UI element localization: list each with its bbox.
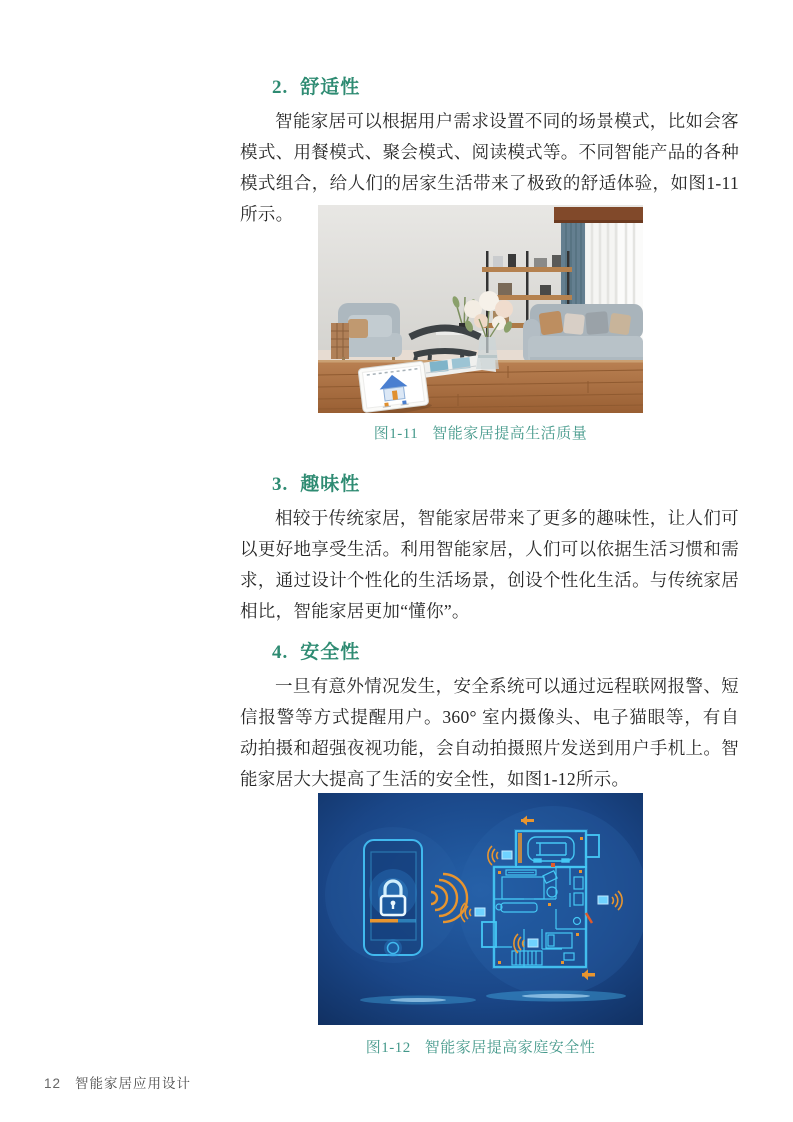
smart-security-illustration [318, 793, 643, 1025]
heading-title: 安全性 [300, 642, 361, 663]
figure-caption-text: 智能家居提高生活质量 [432, 426, 588, 442]
garage-door-strip [518, 833, 522, 863]
progress-bar [370, 919, 398, 923]
main-rooms [494, 867, 586, 967]
home-button [388, 943, 399, 954]
page-footer [44, 1072, 191, 1092]
heading-number: 2. [272, 77, 289, 98]
right-annex [586, 835, 599, 857]
page-number: 12 [44, 1076, 62, 1091]
paragraph-safety: 一旦有意外情况发生，安全系统可以通过远程联网报警、短信报警等方式提醒用户。360° 室内摄像头、电子猫眼等，有自动拍摄和超强夜视功能，会自动拍摄照片发送到用户手机上。智能家居大大提高了生活的安全性，如图1-12所示。 [240, 676, 739, 789]
heading-title: 舒适性 [300, 77, 361, 98]
figure-caption-1-11 [318, 422, 643, 443]
figure-label: 图1-12 [365, 1040, 411, 1056]
figure-caption-text: 智能家居提高家庭安全性 [424, 1040, 596, 1056]
left-annex [482, 922, 496, 947]
section-heading-comfort [272, 72, 738, 99]
heading-title: 趣味性 [300, 474, 361, 495]
heading-number: 4. [272, 642, 289, 663]
section-heading-safety [272, 637, 738, 664]
smartphone [364, 840, 422, 957]
figure-caption-1-12 [318, 1036, 643, 1057]
living-room-illustration [318, 205, 643, 413]
book-title: 智能家居应用设计 [75, 1076, 192, 1091]
paragraph-fun: 相较于传统家居，智能家居带来了更多的趣味性，让人们可以更好地享受生活。利用智能家居，人们可以依据生活习惯和需求，通过设计个性化的生活场景，创设个性化生活。与传统家居相比，智能家居更加“懂你”。 [240, 508, 739, 621]
smart-tablet [355, 361, 432, 413]
section-heading-fun [272, 469, 738, 496]
figure-smart-security [318, 793, 643, 1025]
heading-number: 3. [272, 474, 289, 495]
figure-living-room-photo [318, 205, 643, 413]
paragraph-comfort: 智能家居可以根据用户需求设置不同的场景模式，比如会客模式、用餐模式、聚会模式、阅读模式等。不同智能产品的各种模式组合，给人们的居家生活带来了极致的舒适体验，如图1-11所示。 [240, 111, 739, 224]
figure-label: 图1-11 [373, 426, 419, 442]
